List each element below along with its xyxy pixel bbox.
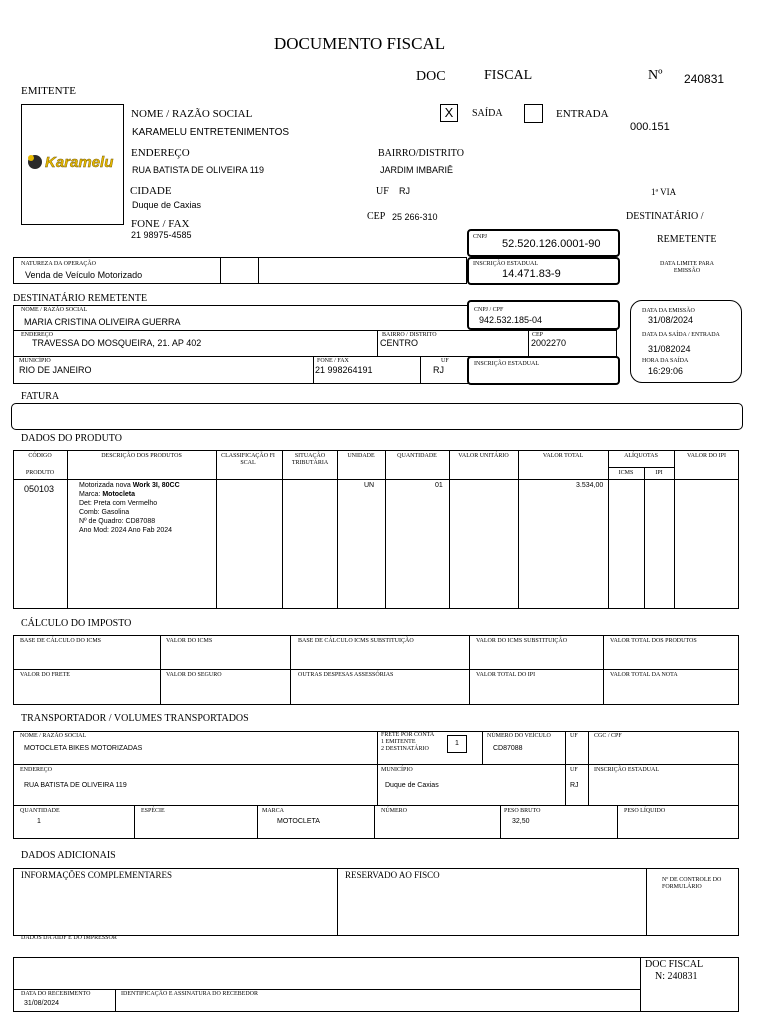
entrada-label: ENTRADA — [556, 108, 609, 120]
row-valor-total: 3.534,00 — [576, 482, 604, 489]
fatura-label: FATURA — [21, 391, 60, 402]
recibo-doc-fiscal: DOC FISCAL — [645, 959, 704, 970]
dest-ie-label: INSCRIÇÃO ESTADUAL — [474, 361, 540, 367]
emitente-cnpj-box — [467, 229, 620, 257]
data-recebimento-value: 31/08/2024 — [24, 1000, 60, 1007]
dest-uf-label: UF — [441, 358, 449, 364]
dest-fone-value: 21 998264191 — [315, 365, 373, 375]
peso-liquido-label: PESO LÍQUIDO — [624, 808, 666, 814]
dest-municipio-value: RIO DE JANEIRO — [19, 365, 92, 375]
veiculo-label: NÚMERO DO VEÍCULO — [487, 733, 551, 739]
transp-endereco-label: ENDEREÇO — [20, 767, 52, 773]
natureza-label: NATUREZA DA OPERAÇÃO — [21, 261, 97, 267]
via-label: 1ª VIA — [651, 187, 677, 197]
doc-label: DOC — [416, 69, 446, 84]
emitente-ie-box — [467, 257, 620, 285]
dates-box — [630, 300, 742, 383]
th-valor-total: VALOR TOTAL — [542, 453, 584, 459]
transp-municipio-value: Duque de Caxias — [385, 782, 439, 789]
transp-uf2-value: RJ — [570, 782, 579, 789]
emitente-cidade-label: CIDADE — [130, 185, 172, 197]
valor-seguro-label: VALOR DO SEGURO — [166, 672, 222, 678]
logo-box — [21, 104, 124, 225]
th-aliquotas: ALÍQUOTAS — [624, 453, 658, 459]
dest-uf-value: RJ — [433, 365, 444, 375]
saida-label: SAÍDA — [472, 108, 503, 119]
quantidade-value: 1 — [37, 818, 41, 825]
aidf-label: DADOS DA AIDF E DO IMPRESSOR — [21, 935, 117, 941]
row-codigo: 050103 — [24, 484, 55, 494]
dest-cnpj-box — [467, 300, 620, 330]
veiculo-value: CD87088 — [493, 745, 523, 752]
hora-saida-value: 16:29:06 — [648, 366, 684, 376]
emitente-nome-value: KARAMELU ENTRETENIMENTOS — [132, 127, 290, 138]
emitente-nome-label: NOME / RAZÃO SOCIAL — [131, 108, 253, 120]
dest-municipio-label: MUNICÍPIO — [19, 358, 51, 364]
emitente-ie-label: INSCRIÇÃO ESTADUAL — [473, 261, 539, 267]
karamelu-logo — [25, 150, 121, 174]
valor-total-produtos-label: VALOR TOTAL DOS PRODUTOS — [610, 638, 697, 644]
destinatario-label: DESTINATÁRIO / — [626, 211, 704, 222]
data-saida-label: DATA DA SAÍDA / ENTRADA — [642, 332, 720, 338]
identificacao-recebedor-label: IDENTIFICAÇÃO E ASSINATURA DO RECEBEDOR — [121, 991, 259, 997]
th-valor-ipi: VALOR DO IPI — [687, 453, 726, 459]
destinatario-section-title: DESTINATÁRIO REMETENTE — [13, 293, 148, 304]
emitente-uf-label: UF — [376, 186, 389, 197]
emitente-ie-value: 14.471.83-9 — [502, 268, 561, 280]
emitente-fone-label: FONE / FAX — [131, 218, 190, 230]
transp-nome-label: NOME / RAZÃO SOCIAL — [20, 733, 87, 739]
th-quantidade: QUANTIDADE — [397, 453, 437, 459]
numero-value: 240831 — [684, 72, 725, 86]
frete-value-box[interactable]: 1 — [447, 735, 467, 753]
emitente-cnpj-label: CNPJ — [473, 234, 488, 240]
especie-label: ESPÉCIE — [141, 808, 165, 814]
entrada-checkbox[interactable] — [524, 104, 543, 123]
transp-uf-label: UF — [570, 733, 578, 739]
th-icms: ICMS — [618, 470, 634, 476]
marca-value: MOTOCLETA — [277, 818, 320, 825]
fiscal-label: FISCAL — [484, 68, 533, 83]
frete-label: FRETE POR CONTA — [381, 732, 435, 738]
th-classificacao: CLASSIFICAÇÃO FISCAL — [221, 453, 275, 466]
base-icms-sub-label: BASE DE CÁLCULO ICMS SUBSTITUIÇÃO — [298, 638, 414, 644]
emitente-uf-value: RJ — [399, 186, 410, 196]
data-saida-value: 31/082024 — [648, 344, 691, 354]
marca-label: MARCA — [262, 808, 285, 814]
natureza-box — [13, 257, 467, 284]
th-situacao: SITUAÇÃO TRIBUTÁRIA — [291, 453, 329, 466]
recibo-numero: N: 240831 — [655, 971, 698, 982]
th-descricao: DESCRIÇÃO DOS PRODUTOS — [101, 453, 182, 459]
dest-fone-label: FONE / FAX — [317, 358, 349, 364]
transportador-section-title: TRANSPORTADOR / VOLUMES TRANSPORTADOS — [21, 713, 249, 724]
reservado-fisco-label: RESERVADO AO FISCO — [345, 870, 440, 880]
dest-cnpj-value: 942.532.185-04 — [479, 315, 543, 325]
base-icms-label: BASE DE CÁLCULO DO ICMS — [20, 638, 102, 644]
data-recebimento-label: DATA DO RECEBIMENTO — [21, 991, 91, 997]
dest-nome-label: NOME / RAZÃO SOCIAL — [21, 307, 88, 313]
valor-icms-sub-label: VALOR DO ICMS SUBSTITUIÇÃO — [476, 638, 568, 644]
dest-endereco-value: TRAVESSA DO MOSQUEIRA, 21. AP 402 — [32, 338, 202, 348]
valor-icms-label: VALOR DO ICMS — [166, 638, 213, 644]
emitente-bairro-value: JARDIM IMBARIÊ — [380, 165, 454, 175]
data-limite-label: DATA LIMITE PARA EMISSÃO — [660, 261, 714, 274]
valor-total-ipi-label: VALOR TOTAL DO IPI — [476, 672, 536, 678]
document-title: DOCUMENTO FISCAL — [274, 34, 446, 53]
dest-bairro-value: CENTRO — [380, 338, 418, 348]
natureza-value: Venda de Veículo Motorizado — [25, 270, 143, 280]
imposto-section-title: CÁLCULO DO IMPOSTO — [21, 618, 132, 629]
th-valor-unitario: VALOR UNITÁRIO — [458, 453, 509, 459]
adicionais-section-title: DADOS ADICIONAIS — [21, 850, 116, 861]
fatura-box — [11, 403, 743, 430]
th-codigo: CÓDIGO — [28, 453, 52, 459]
dest-endereco-label: ENDEREÇO — [21, 332, 53, 338]
th-produto: PRODUTO — [25, 470, 55, 476]
dest-ie-box — [467, 356, 620, 385]
peso-bruto-label: PESO BRUTO — [504, 808, 541, 814]
imposto-table — [13, 635, 739, 705]
numero-label: Nº — [648, 68, 663, 83]
emitente-endereco-value: RUA BATISTA DE OLIVEIRA 119 — [132, 165, 265, 175]
outras-despesas-label: OUTRAS DESPESAS ASSESSÓRIAS — [298, 672, 394, 678]
data-emissao-label: DATA DA EMISSÃO — [642, 308, 695, 314]
dest-cep-value: 2002270 — [531, 338, 567, 348]
th-unidade: UNIDADE — [347, 453, 375, 459]
quantidade-label: QUANTIDADE — [20, 808, 60, 814]
hora-saida-label: HORA DA SAÍDA — [642, 358, 689, 364]
valor-frete-label: VALOR DO FRETE — [20, 672, 70, 678]
emitente-cidade-value: Duque de Caxias — [132, 200, 202, 210]
serie-value: 000.151 — [630, 121, 670, 133]
th-ipi: IPI — [655, 470, 663, 476]
transp-nome-value: MOTOCLETA BIKES MOTORIZADAS — [24, 745, 143, 752]
produtos-section-title: DADOS DO PRODUTO — [21, 433, 122, 444]
dest-bairro-label: BAIRRO / DISTRITO — [382, 332, 437, 338]
emitente-cep-value: 25 266-310 — [392, 212, 438, 222]
transp-ie-label: INSCRIÇÃO ESTADUAL — [594, 767, 660, 773]
row-unidade: UN — [364, 482, 375, 489]
controle-formulario-label: Nº DE CONTROLE DO FORMULÁRIO — [662, 877, 722, 890]
dest-cep-label: CEP — [532, 332, 544, 338]
cgc-label: CGC / CPF — [594, 733, 622, 739]
info-complementares-label: INFORMAÇÕES COMPLEMENTARES — [21, 870, 173, 880]
emitente-bairro-label: BAIRRO/DISTRITO — [378, 148, 464, 159]
emitente-label: EMITENTE — [21, 85, 76, 97]
peso-bruto-value: 32,50 — [512, 818, 530, 825]
emitente-cep-label: CEP — [367, 211, 386, 222]
remetente-label: REMETENTE — [657, 234, 717, 245]
frete-opt1: 1 EMITENTE — [381, 739, 416, 745]
valor-total-nota-label: VALOR TOTAL DA NOTA — [610, 672, 678, 678]
dest-nome-value: MARIA CRISTINA OLIVEIRA GUERRA — [24, 317, 181, 327]
logo-text: Karamelu — [45, 154, 114, 171]
transp-municipio-label: MUNICÍPIO — [381, 767, 413, 773]
emitente-fone-value: 21 98975-4585 — [131, 230, 192, 240]
transp-uf2-label: UF — [570, 767, 578, 773]
numero-volume-label: NÚMERO — [381, 808, 408, 814]
frete-opt2: 2 DESTINATÁRIO — [381, 746, 429, 752]
saida-checkbox[interactable]: X — [440, 104, 458, 122]
dest-cnpj-label: CNPJ / CPF — [474, 307, 504, 313]
data-emissao-value: 31/08/2024 — [648, 315, 694, 325]
emitente-cnpj-value: 52.520.126.0001-90 — [502, 238, 601, 250]
row-descricao: Motorizada nova Work 3I, 80CC Marca: Motocleta Det: Preta com Vermelho Comb: Gasolina Nº de Quadro: CD87088 Ano Mod: 2024 Ano Fab 2024 — [79, 482, 180, 534]
recibo-box — [13, 957, 739, 1012]
transp-endereco-value: RUA BATISTA DE OLIVEIRA 119 — [24, 782, 127, 789]
row-quantidade: 01 — [435, 482, 443, 489]
emitente-endereco-label: ENDEREÇO — [131, 147, 190, 159]
